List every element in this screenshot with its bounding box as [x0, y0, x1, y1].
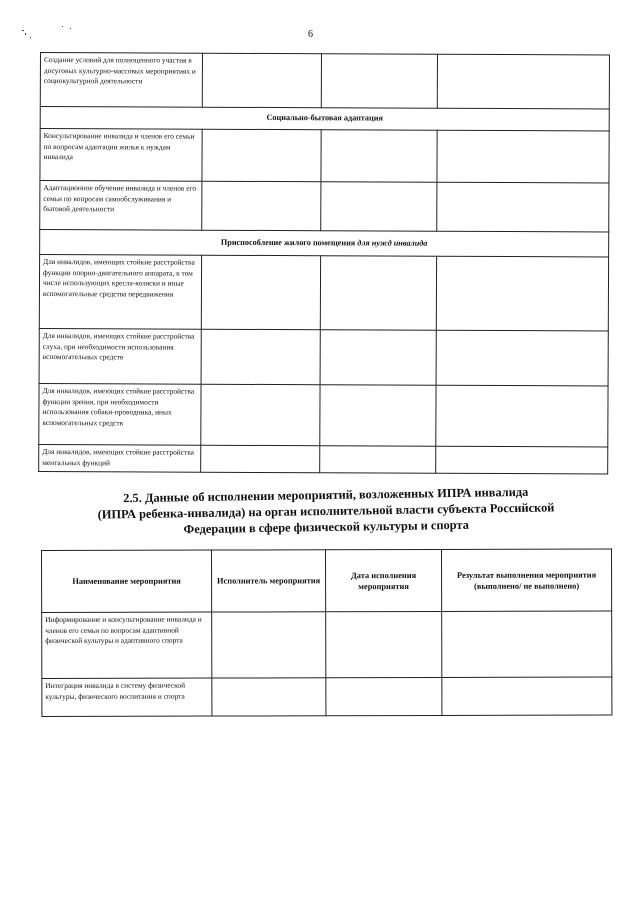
result-cell [442, 677, 612, 715]
heading-line: (ИПРА ребенка-инвалида) на орган исполнительной власти субъекта Российской [97, 500, 555, 522]
table-row [40, 53, 609, 109]
date-cell [320, 446, 436, 474]
date-cell [320, 385, 436, 447]
result-cell [436, 330, 608, 386]
top-measures-table [38, 52, 610, 474]
date-cell [320, 330, 436, 386]
table-row [39, 328, 608, 385]
header-row [42, 549, 612, 612]
executor-cell [212, 678, 326, 716]
executor-cell [201, 255, 320, 330]
measure-name-cell: Создание условий для полноценного участия в досуговых культурно-массовых мероприятиях и социокультурной деятельности [40, 53, 202, 108]
scan-speck [25, 33, 26, 35]
result-cell [436, 256, 608, 331]
measure-name-cell: Для инвалидов, имеющих стойкие расстройства ментальных функций [39, 444, 201, 472]
date-cell [321, 54, 437, 109]
measure-name-cell: Консультирование инвалида и членов его семьи по вопросам адаптации жилья к нуждам инвалида [40, 129, 202, 182]
scan-speck [22, 30, 24, 31]
sport-measures-table [41, 549, 612, 717]
executor-cell [212, 612, 326, 678]
result-cell [436, 446, 608, 474]
result-cell [437, 182, 609, 232]
table-row [40, 129, 609, 183]
executor-cell [202, 53, 321, 108]
header-result [441, 549, 611, 611]
executor-cell [201, 329, 320, 385]
date-cell [321, 130, 437, 183]
measure-name-cell: Для инвалидов, имеющих стойкие расстройства функции опорно-двигательного аппарата, в том числе использующих кресла-коляски и иные вспомогательные средства передвижения [39, 255, 201, 330]
executor-cell [202, 181, 321, 231]
date-cell [326, 611, 442, 677]
section-row [40, 230, 609, 257]
section-title-social: Социально-бытовая адаптация [40, 107, 609, 131]
table-row [39, 255, 608, 331]
date-cell [320, 256, 436, 331]
measure-name-cell: Для инвалидов, имеющих стойкие расстройства функции зрения, при необходимости использования собаки-проводника, иных вспомогательных средств [39, 383, 201, 445]
executor-cell [201, 384, 320, 446]
section-title-housing [40, 230, 609, 257]
result-cell [436, 385, 608, 447]
header-executor: Исполнитель мероприятия [212, 550, 326, 612]
measure-name-cell: Интеграция инвалида в систему физической культуры, физического воспитания и спорта [42, 678, 212, 716]
heading-line: Федерации в сфере физической культуры и спорта [183, 517, 469, 537]
section-row [40, 107, 609, 131]
page-number: 6 [308, 29, 313, 40]
measure-name-cell: Адаптационное обучение инвалида и членов его семьи по вопросам самообслуживания и бытовой деятельности [40, 181, 202, 231]
scan-speck [70, 28, 71, 29]
result-cell [442, 611, 612, 677]
date-cell [321, 182, 437, 232]
scan-speck [62, 26, 63, 27]
table-row [39, 444, 608, 473]
section-heading-2-5 [40, 483, 613, 540]
executor-cell [202, 129, 321, 182]
header-result-note: (выполнено/ не выполнено) [474, 581, 580, 591]
header-result-label: Результат выполнения мероприятия [456, 570, 597, 580]
executor-cell [201, 445, 320, 473]
header-date: Дата исполнения мероприятия [326, 549, 442, 611]
measure-name-cell: Для инвалидов, имеющих стойкие расстройства слуха, при необходимости использования вспомогательных средств [39, 328, 201, 384]
result-cell [437, 54, 609, 109]
table-row [42, 611, 612, 678]
section-title-housing-italic: для нужд инвалида [355, 238, 428, 248]
result-cell [437, 130, 609, 183]
section-title-housing-main: Приспособление жилого помещения [220, 237, 356, 248]
header-name: Наименование мероприятия [42, 550, 212, 612]
scan-speck [30, 37, 31, 38]
table-row [39, 383, 608, 446]
date-cell [326, 677, 442, 715]
measure-name-cell: Информирование и консультирование инвалида и членов его семьи по вопросам адаптивной физической культуры и адаптивного спорта [42, 612, 212, 678]
table-row [42, 677, 612, 716]
table-row [40, 181, 609, 232]
heading-line: 2.5. Данные об исполнении мероприятий, возложенных ИПРА инвалида [123, 484, 529, 506]
